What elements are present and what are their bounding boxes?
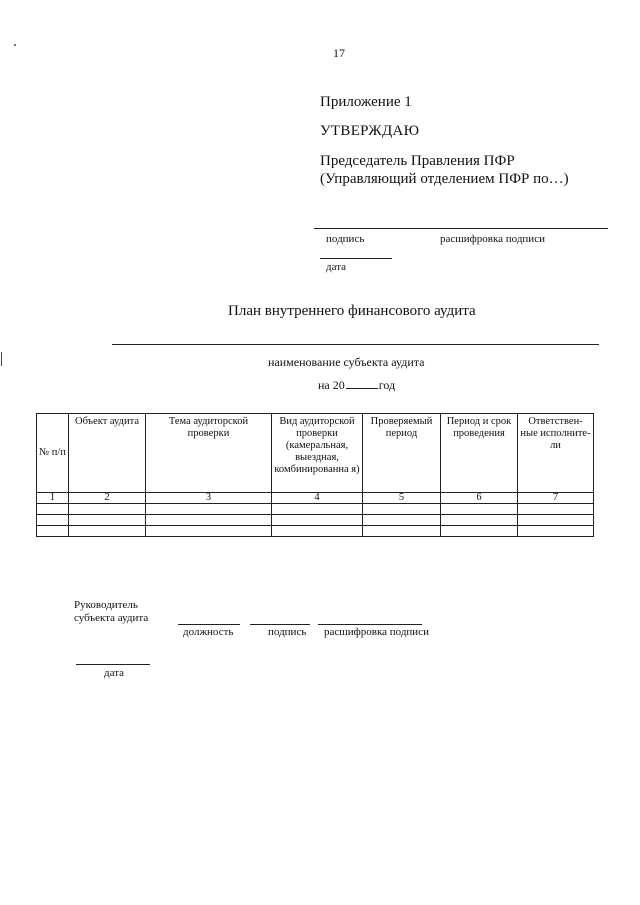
footer-date-caption: дата [104,667,125,679]
scan-edge-mark [1,352,2,366]
table-cell[interactable] [363,515,441,526]
approval-decode-label: расшифровка подписи [440,233,545,245]
approval-date-line [320,258,392,259]
approver-title [320,152,569,188]
position-caption: должность [183,626,234,638]
header-number: № п/п [37,414,69,493]
table-cell[interactable] [37,515,69,526]
table-cell[interactable] [441,515,518,526]
plan-year [318,378,395,393]
scan-speck [14,44,16,46]
year-suffix: год [378,378,396,392]
year-blank [346,378,378,389]
table-header-row [37,414,594,493]
page-number: 17 [333,46,345,60]
audit-plan-table [36,413,594,537]
table-cell[interactable] [69,526,146,537]
table-cell[interactable] [441,504,518,515]
header-responsible: Ответствен-ные исполните-ли [518,414,594,493]
table-cell[interactable] [518,504,594,515]
index-cell: 2 [69,493,146,504]
year-prefix: на 20 [318,378,345,392]
plan-title: План внутреннего финансового аудита [228,303,476,319]
signature-caption: подпись [268,626,307,638]
table-cell[interactable] [518,515,594,526]
header-period: Проверяемый период [363,414,441,493]
audit-head-label-line2: субъекта аудита [74,612,149,624]
table-cell[interactable] [146,526,272,537]
decode-line [318,624,422,625]
position-line [178,624,240,625]
table-cell[interactable] [272,504,363,515]
index-cell: 4 [272,493,363,504]
index-cell: 1 [37,493,69,504]
index-cell: 5 [363,493,441,504]
table-cell[interactable] [37,526,69,537]
header-term: Период и срок проведения [441,414,518,493]
approver-title-line2: (Управляющий отделением ПФР по…) [320,171,569,187]
index-cell: 6 [441,493,518,504]
table-cell[interactable] [146,515,272,526]
subject-name-line [112,344,599,345]
table-cell[interactable] [272,515,363,526]
approval-signature-label: подпись [326,233,365,245]
table-row [37,504,594,515]
footer-date-line [76,664,150,665]
audit-head-label [74,599,148,625]
decode-caption: расшифровка подписи [324,626,429,638]
index-cell: 7 [518,493,594,504]
header-object: Объект аудита [69,414,146,493]
table-cell[interactable] [69,515,146,526]
index-cell: 3 [146,493,272,504]
subject-caption: наименование субъекта аудита [268,355,425,369]
header-type: Вид аудиторской проверки (камеральная, выездная, комбинированна я) [272,414,363,493]
approval-block [320,94,569,188]
table-cell[interactable] [518,526,594,537]
table-cell[interactable] [441,526,518,537]
table-row [37,515,594,526]
approval-signature-line [314,228,608,229]
table-cell[interactable] [146,504,272,515]
header-topic: Тема аудиторской проверки [146,414,272,493]
table-cell[interactable] [363,526,441,537]
approve-heading: УТВЕРЖДАЮ [320,123,420,139]
approver-title-line1: Председатель Правления ПФР [320,153,515,169]
table-row [37,526,594,537]
signature-line [250,624,310,625]
table-cell[interactable] [272,526,363,537]
approval-date-label: дата [326,261,347,273]
appendix-label: Приложение 1 [320,94,412,110]
table-cell[interactable] [69,504,146,515]
audit-head-label-line1: Руководитель [74,599,138,611]
table-cell[interactable] [37,504,69,515]
table-index-row [37,493,594,504]
table-cell[interactable] [363,504,441,515]
